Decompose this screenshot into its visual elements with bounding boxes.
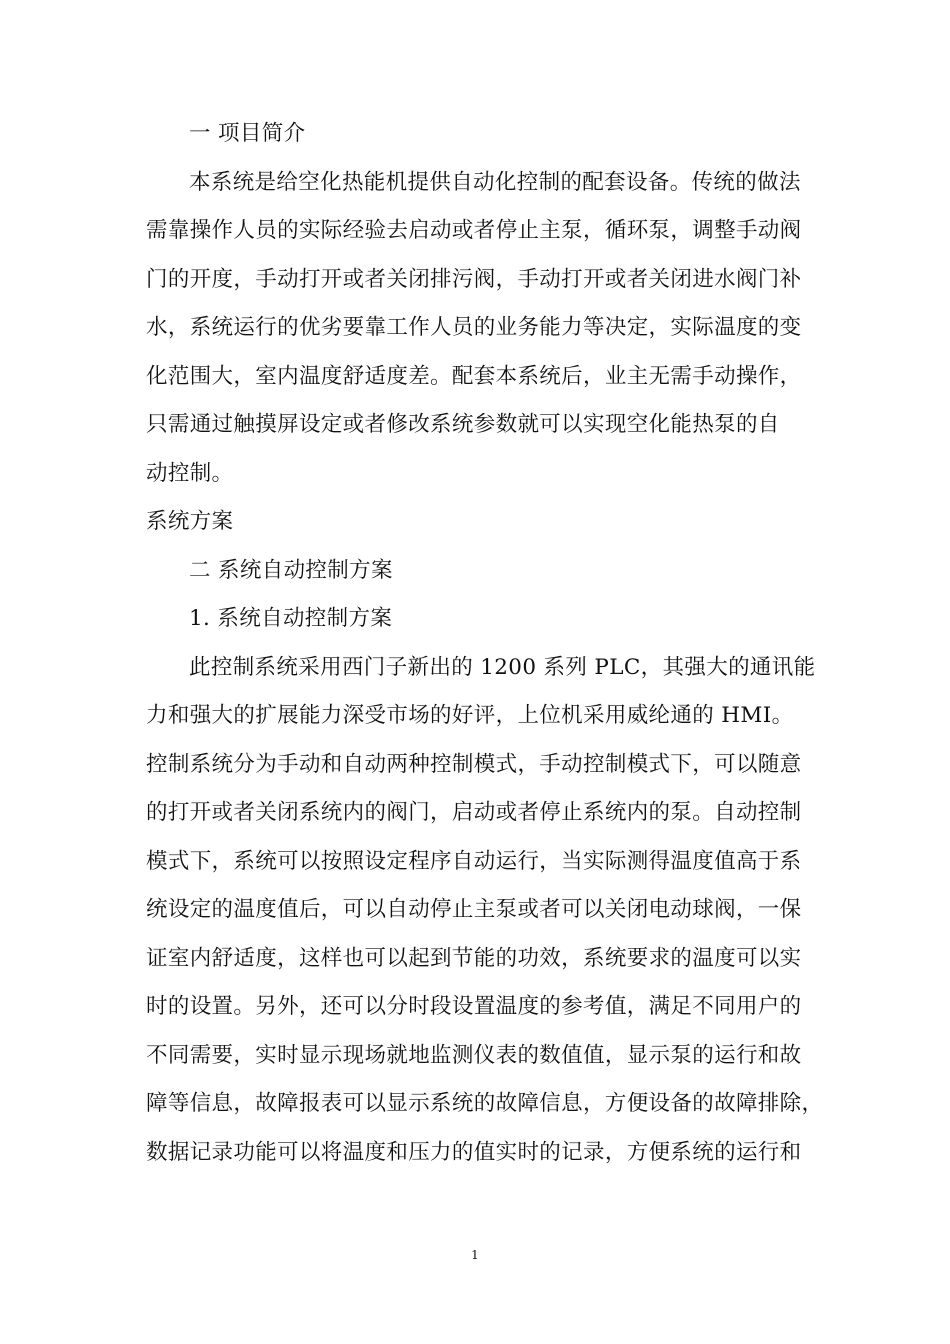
paragraph-line: 本系统是给空化热能机提供自动化控制的配套设备。传统的做法 [189, 169, 801, 195]
subsection-heading-auto-control-plan: 1. 系统自动控制方案 [189, 606, 393, 631]
section-heading-auto-control-plan: 二 系统自动控制方案 [189, 557, 393, 583]
paragraph-line: 数据记录功能可以将温度和压力的值实时的记录，方便系统的运行和 [146, 1139, 802, 1165]
paragraph-line: 只需通过触摸屏设定或者修改系统参数就可以实现空化能热泵的自 [146, 412, 780, 437]
paragraph-line: 水，系统运行的优劣要靠工作人员的业务能力等决定，实际温度的变 [146, 315, 802, 340]
paragraph-line: 控制系统分为手动和自动两种控制模式，手动控制模式下，可以随意 [146, 751, 802, 777]
paragraph-line: 的打开或者关闭系统内的阀门，启动或者停止系统内的泵。自动控制 [146, 800, 802, 825]
paragraph-line: 障等信息，故障报表可以显示系统的故障信息，方便设备的故障排除， [146, 1091, 824, 1116]
paragraph-line: 不同需要，实时显示现场就地监测仪表的数值值，显示泵的运行和故 [146, 1042, 802, 1068]
paragraph-line: 门的开度，手动打开或者关闭排污阀，手动打开或者关闭进水阀门补 [146, 266, 802, 292]
section-heading-system-plan: 系统方案 [146, 509, 234, 534]
paragraph-line: 需靠操作人员的实际经验去启动或者停止主泵，循环泵，调整手动阀 [146, 218, 802, 243]
paragraph-line: 统设定的温度值后，可以自动停止主泵或者可以关闭电动球阀，一保 [146, 897, 802, 922]
paragraph-line: 化范围大，室内温度舒适度差。配套本系统后，业主无需手动操作， [146, 363, 802, 389]
paragraph-line: 模式下，系统可以按照设定程序自动运行，当实际测得温度值高于系 [146, 848, 802, 874]
paragraph-line: 动控制。 [146, 460, 234, 486]
paragraph-line: 此控制系统采用西门子新出的 1200 系列 PLC，其强大的通讯能 [189, 654, 816, 680]
section-heading-project-intro: 一 项目简介 [189, 121, 306, 146]
paragraph-line: 时的设置。另外，还可以分时段设置温度的参考值，满足不同用户的 [146, 994, 802, 1019]
paragraph-line: 力和强大的扩展能力深受市场的好评，上位机采用威纶通的 HMI。 [146, 703, 794, 728]
page-number: 1 [471, 1248, 479, 1262]
document-body [146, 110, 824, 1177]
paragraph-line: 证室内舒适度，这样也可以起到节能的功效，系统要求的温度可以实 [146, 945, 802, 971]
